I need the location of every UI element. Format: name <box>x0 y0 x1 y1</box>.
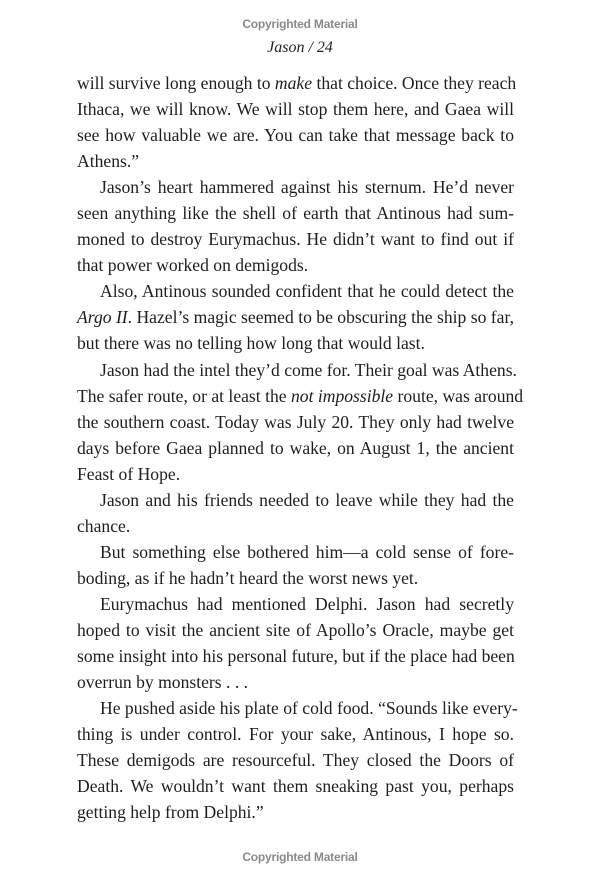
text-line <box>77 747 514 773</box>
text-line <box>77 96 514 122</box>
paragraph <box>77 487 514 539</box>
text-segment: Also, Antinous sounded confident that he could detect the <box>100 281 514 302</box>
text-line <box>77 539 514 565</box>
text-line <box>77 357 517 383</box>
text-line <box>77 330 514 356</box>
text-segment: Jason’s heart hammered against his sternum. He’d never <box>100 177 514 198</box>
text-segment: overrun by monsters . . . <box>77 672 249 693</box>
text-segment: the southern coast. Today was July 20. They only had twelve <box>77 411 514 432</box>
copyright-watermark-bottom: Copyrighted Material <box>242 850 358 864</box>
text-segment: Feast of Hope. <box>77 463 181 484</box>
text-segment: But something else bothered him—a cold sense of fore- <box>100 541 514 562</box>
text-line <box>77 122 514 148</box>
text-line <box>77 721 514 747</box>
text-line <box>77 200 514 226</box>
paragraph <box>77 174 514 278</box>
text-line <box>77 513 514 539</box>
italic-text: not impossible <box>290 385 394 406</box>
text-line <box>77 461 514 487</box>
copyright-watermark-top: Copyrighted Material <box>242 17 358 31</box>
text-segment: getting help from Delphi.” <box>77 802 264 823</box>
text-segment: Death. We wouldn’t want them sneaking past you, perhaps <box>77 776 514 797</box>
paragraph <box>77 539 514 591</box>
italic-text: Argo II <box>77 307 128 328</box>
paragraph <box>77 70 517 174</box>
text-segment: thing is under control. For your sake, Antinous, I hope so. <box>77 724 514 745</box>
italic-text: make <box>274 73 313 93</box>
text-segment: Jason had the intel they’d come for. Their goal was Athens. <box>100 359 517 380</box>
text-line <box>77 148 514 174</box>
text-segment: Athens.” <box>77 151 140 172</box>
body-text <box>77 70 524 825</box>
text-segment: . Hazel’s magic seemed to be obscuring the ship so far, <box>127 307 515 328</box>
text-segment: see how valuable we are. You can take that message back to <box>77 125 514 146</box>
text-segment: moned to destroy Eurymachus. He didn’t want to find out if <box>77 229 514 250</box>
text-line <box>77 695 518 721</box>
text-line <box>77 487 514 513</box>
text-line <box>77 669 514 695</box>
text-line <box>77 409 514 435</box>
paragraph <box>77 695 518 825</box>
text-line <box>77 435 514 461</box>
text-segment: boding, as if he hadn’t heard the worst news yet. <box>77 567 419 588</box>
text-segment: but there was no telling how long that would last. <box>77 333 425 354</box>
text-line <box>77 383 524 409</box>
text-segment: Eurymachus had mentioned Delphi. Jason had secretly <box>100 593 514 614</box>
text-segment: days before Gaea planned to wake, on August 1, the ancient <box>77 437 514 458</box>
text-segment: Jason and his friends needed to leave while they had the <box>100 489 514 510</box>
paragraph <box>77 591 514 695</box>
text-segment: These demigods are resourceful. They closed the Doors of <box>77 750 514 771</box>
text-segment: seen anything like the shell of earth that Antinous had sum- <box>77 203 514 224</box>
text-line <box>77 252 514 278</box>
text-line <box>77 70 517 96</box>
text-line <box>77 643 514 669</box>
paragraph <box>77 357 524 487</box>
text-line <box>77 799 514 825</box>
text-line <box>77 617 514 643</box>
text-segment: Ithaca, we will know. We will stop them here, and Gaea will <box>77 99 514 120</box>
text-segment: hoped to visit the ancient site of Apollo’s Oracle, maybe get <box>77 619 514 640</box>
text-line <box>77 174 514 200</box>
text-segment: that choice. Once they reach <box>312 73 517 93</box>
text-line <box>77 304 514 330</box>
text-segment: route, was around <box>393 385 524 406</box>
text-line <box>77 226 514 252</box>
text-segment: He pushed aside his plate of cold food. “Sounds like every- <box>100 698 518 719</box>
text-line <box>77 278 514 304</box>
text-segment: that power worked on demigods. <box>77 255 309 276</box>
paragraph <box>77 278 514 356</box>
text-segment: some insight into his personal future, but if the place had been <box>77 646 515 667</box>
text-line <box>77 591 514 617</box>
text-line <box>77 565 514 591</box>
text-segment: chance. <box>77 515 131 536</box>
text-segment: will survive long enough to <box>77 73 275 93</box>
running-head: Jason / 24 <box>267 39 333 56</box>
text-segment: The safer route, or at least the <box>77 385 291 406</box>
text-line <box>77 773 514 799</box>
